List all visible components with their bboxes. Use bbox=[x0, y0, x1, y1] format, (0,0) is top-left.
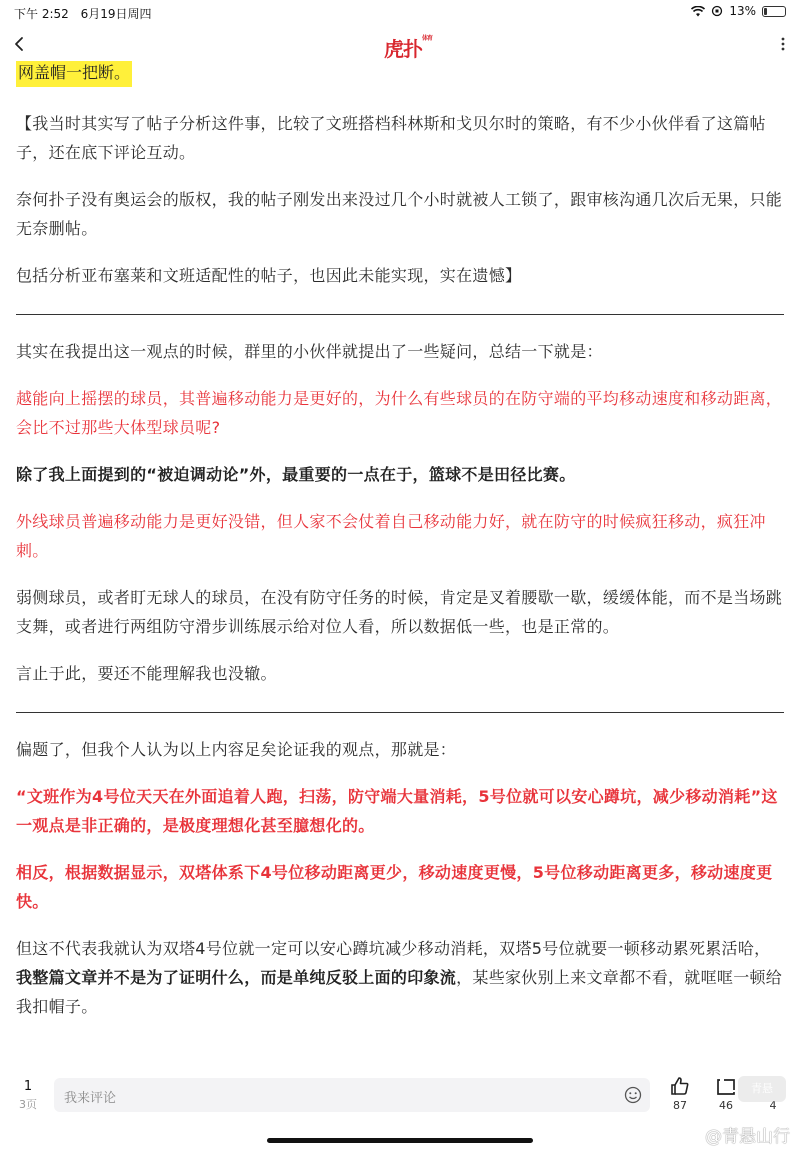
paragraph-red-bold: 相反，根据数据显示，双塔体系下4号位移动距离更少，移动速度更慢，5号位移动距离更多，移动速度更快。 bbox=[16, 863, 773, 911]
bottom-bar bbox=[0, 1075, 800, 1123]
emoji-icon[interactable] bbox=[624, 1086, 642, 1104]
text-run: ，某些家伙别上来文章都不看，就哐哐一顿给我扣帽子。 bbox=[16, 968, 783, 1016]
battery-icon bbox=[762, 6, 786, 17]
more-vertical-icon[interactable] bbox=[780, 36, 786, 52]
comment-input[interactable] bbox=[54, 1078, 650, 1112]
chevron-left-icon[interactable] bbox=[10, 34, 30, 54]
watermark-badge: 青悬 bbox=[738, 1076, 786, 1102]
page-indicator[interactable] bbox=[18, 1079, 38, 1112]
thumbs-up-icon bbox=[663, 1075, 697, 1097]
paragraph-red: 越能向上摇摆的球员，其普遍移动能力是更好的，为什么有些球员的在防守端的平均移动速度和移动距离，会比不过那些大体型球员呢? bbox=[16, 389, 783, 437]
page-current: 1 bbox=[23, 1079, 33, 1094]
battery-percent: 13% bbox=[729, 4, 756, 18]
text-run: 但这不代表我就认为双塔4号位就一定可以安心蹲坑减少移动消耗，双塔5号位就要一顿移动累死累活哈， bbox=[16, 939, 771, 958]
extra-count: 4 bbox=[769, 1099, 777, 1112]
paragraph: 弱侧球员，或者盯无球人的球员，在没有防守任务的时候，肯定是叉着腰歇一歇，缓缓体能，而不是当场跳支舞，或者进行两组防守滑步训练展示给对位人看，所以数据低一些，也是正常的。 bbox=[16, 588, 783, 636]
text-run-bold: 我整篇文章并不是为了证明什么，而是单纯反驳上面的印象流 bbox=[16, 968, 457, 987]
orientation-lock-icon bbox=[711, 5, 723, 17]
status-date: 6月19日周四 bbox=[80, 7, 152, 21]
paragraph-mixed bbox=[16, 934, 784, 1021]
wifi-icon bbox=[691, 6, 705, 17]
paragraph-bold: 除了我上面提到的“被迫调动论”外，最重要的一点在于，篮球不是田径比赛。 bbox=[16, 465, 576, 484]
section-divider bbox=[16, 314, 784, 315]
paragraph: 包括分析亚布塞莱和文班适配性的帖子，也因此未能实现，实在遗憾】 bbox=[16, 266, 522, 285]
logo-text: 虎扑 bbox=[384, 37, 422, 61]
paragraph: 奈何扑子没有奥运会的版权，我的帖子刚发出来没过几个小时就被人工锁了，跟审核沟通几次后无果，只能无奈删帖。 bbox=[16, 190, 783, 238]
paragraph: 其实在我提出这一观点的时候，群里的小伙伴就提出了一些疑问，总结一下就是： bbox=[16, 342, 603, 361]
like-count: 87 bbox=[673, 1099, 687, 1112]
status-bar bbox=[0, 0, 800, 24]
share-count: 46 bbox=[719, 1099, 733, 1112]
watermark: @青悬山行 bbox=[705, 1127, 790, 1147]
paragraph: 言止于此，要还不能理解我也没辙。 bbox=[16, 664, 277, 683]
battery-fill bbox=[764, 8, 767, 15]
paragraph-red-bold: “文班作为4号位天天在外面追着人跑，扫荡，防守端大量消耗，5号位就可以安心蹲坑，减少移动消耗”这一观点是非正确的，是极度理想化甚至臆想化的。 bbox=[16, 787, 778, 835]
status-time: 下午 2:52 bbox=[14, 7, 69, 21]
comment-placeholder: 我来评论 bbox=[64, 1091, 117, 1106]
highlighted-text: 网盖帽一把断。 bbox=[16, 61, 132, 87]
status-left bbox=[14, 5, 160, 22]
status-right bbox=[691, 4, 786, 18]
paragraph-red: 外线球员普遍移动能力是更好没错，但人家不会仗着自己移动能力好，就在防守的时候疯狂移动，疯狂冲刺。 bbox=[16, 512, 766, 560]
paragraph: 【我当时其实写了帖子分析这件事，比较了文班搭档科林斯和戈贝尔时的策略，有不少小伙伴看了这篇帖子，还在底下评论互动。 bbox=[16, 114, 766, 162]
page-total: 3页 bbox=[19, 1098, 37, 1111]
home-indicator[interactable] bbox=[267, 1138, 533, 1143]
article-body bbox=[16, 58, 784, 1021]
paragraph: 偏题了，但我个人认为以上内容足矣论证我的观点，那就是： bbox=[16, 740, 457, 759]
logo-small-text: 体育 bbox=[422, 35, 433, 42]
section-divider bbox=[16, 712, 784, 713]
like-button[interactable] bbox=[663, 1075, 697, 1112]
